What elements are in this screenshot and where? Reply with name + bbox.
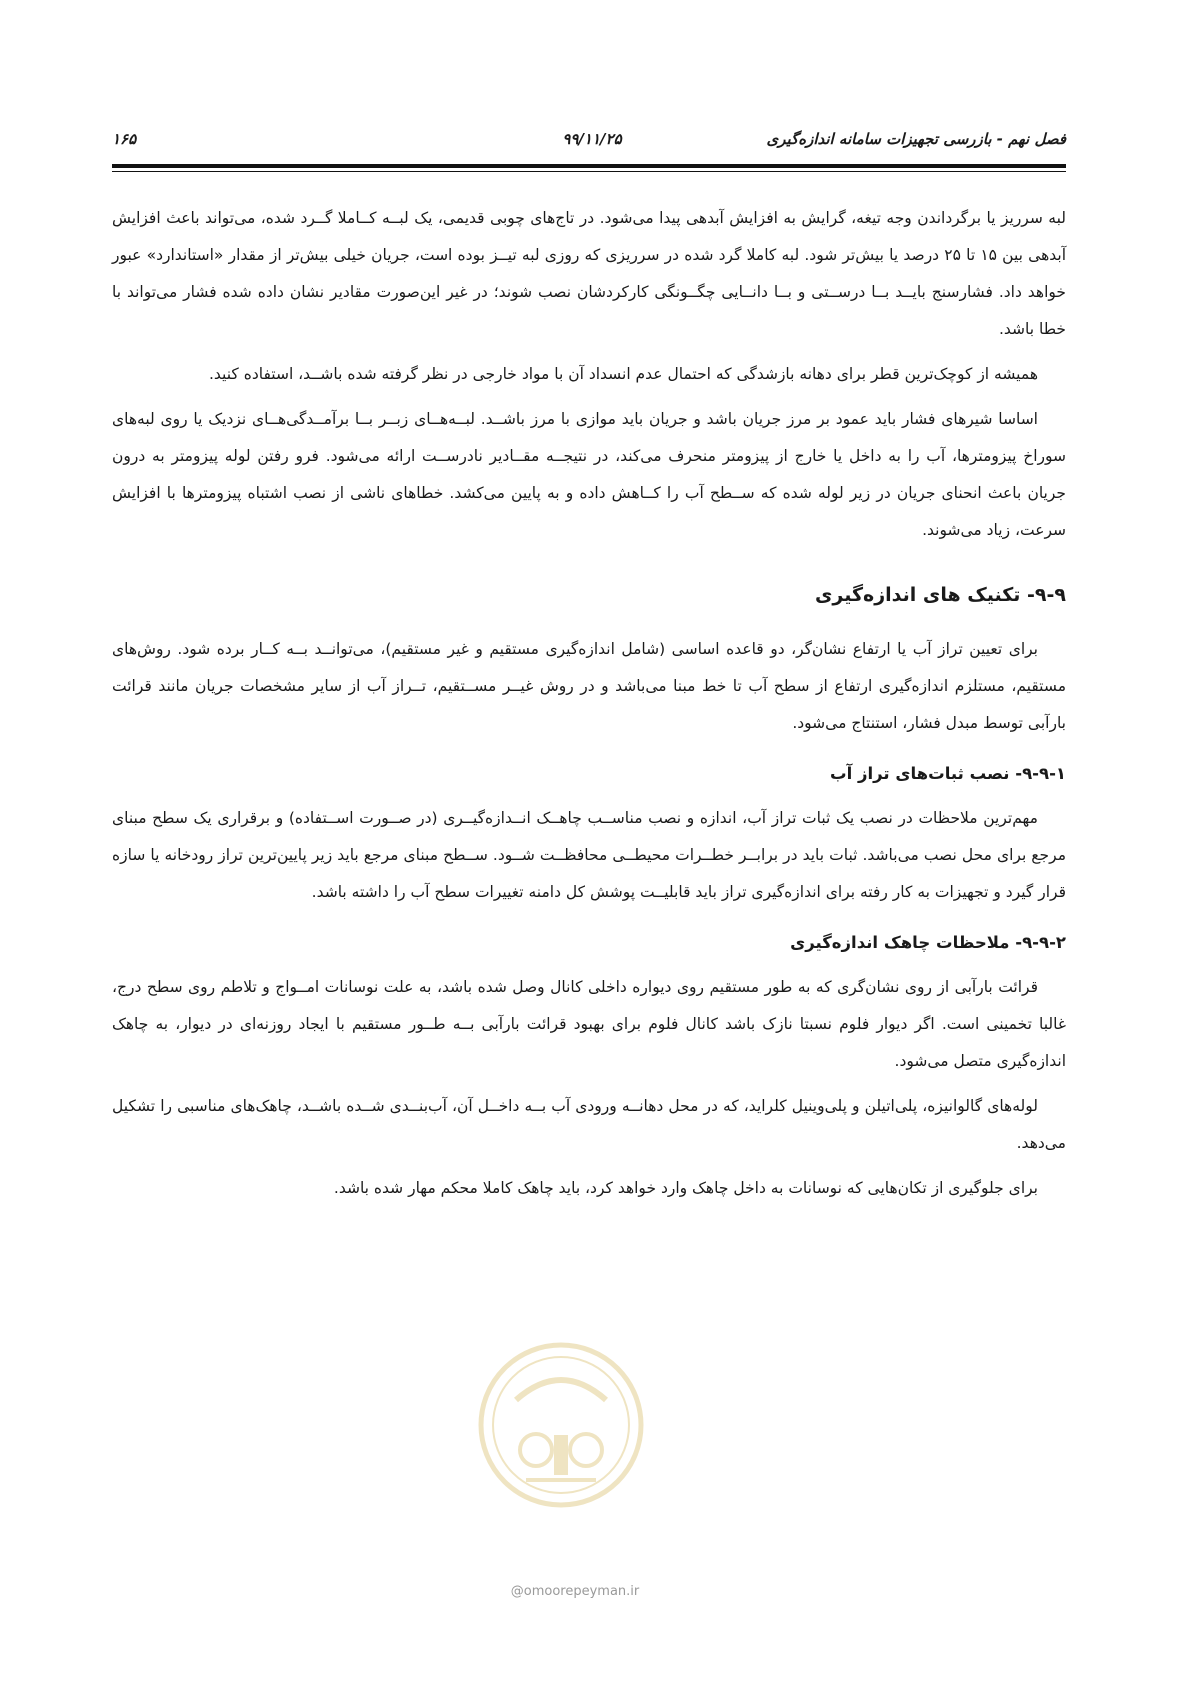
paragraph: قرائت بارآبی از روی نشان‌گری که به طور مستقیم روی دیواره داخلی کانال وصل شده باشد، به علت نوسانات امــواج و تلاطم روی سطح درج، غالبا تخمینی است. اگر دیوار فلوم نسبتا نازک باشد کانال فلوم برای بهبود قرائت بارآبی بــه طــور مستقیم با ایجاد روزنه‌ای در دیوار، به چاهک اندازه‌گیری متصل می‌شود.	[112, 978, 1066, 1070]
watermark-logo-icon	[476, 1340, 646, 1510]
paragraph: لوله‌های گالوانیزه، پلی‌اتیلن و پلی‌وینیل کلراید، که در محل دهانــه ورودی آب بــه داخــل آن، آب‌بنــدی شــده باشــد، چاهک‌های مناسبی را تشکیل می‌دهد.	[112, 1097, 1066, 1152]
paragraph: برای جلوگیری از تکان‌هایی که نوسانات به داخل چاهک وارد خواهد کرد، باید چاهک کاملا محکم مهار شده باشد.	[333, 1179, 1038, 1197]
section-heading: ۹-۹- تکنیک های اندازه‌گیری	[814, 584, 1066, 606]
body-text	[112, 200, 1066, 1215]
paragraph: همیشه از کوچک‌ترین قطر برای دهانه بازشدگی که احتمال عدم انسداد آن با مواد خارجی در نظر گرفته شده باشــد، استفاده کنید.	[208, 365, 1038, 383]
watermark-site: @omoorepeyman.ir	[510, 1584, 640, 1599]
paragraph: برای تعیین تراز آب یا ارتفاع نشان‌گر، دو قاعده اساسی (شامل اندازه‌گیری مستقیم و غیر مستقیم)، می‌توانــد بــه کــار برده شود. روش‌های مستقیم، مستلزم اندازه‌گیری ارتفاع از سطح آب تا خط مبنا می‌باشد و در روش غیــر مســتقیم، تــراز آب از سایر مشخصات جریان مانند قرائت بارآبی توسط مبدل فشار، استنتاج می‌شود.	[112, 640, 1066, 732]
paragraph: اساسا شیرهای فشار باید عمود بر مرز جریان باشد و جریان باید موازی با مرز باشــد. لبــه‌هــای زبــر بــا برآمــدگی‌هــای نزدیک یا روی لبه‌های سوراخ پیزومترها، آب را به داخل یا خارج از پیزومتر منحرف می‌کند، در نتیجــه مقــادیر نادرســت ارائه می‌شود. فرو رفتن لوله پیزومتر به درون جریان باعث انحنای جریان در زیر لوله شده که ســطح آب را کــاهش داده و به پایین می‌کشد. خطاهای ناشی از نصب اشتباه پیزومترها با افزایش سرعت، زیاد می‌شوند.	[112, 410, 1066, 539]
page-number: ۱۶۵	[112, 130, 137, 148]
header-rule-thick	[112, 164, 1066, 168]
subsection-heading: ۹-۹-۲- ملاحظات چاهک اندازه‌گیری	[790, 933, 1066, 952]
subsection-heading: ۹-۹-۱- نصب ثبات‌های تراز آب	[830, 764, 1066, 783]
paragraph: مهم‌ترین ملاحظات در نصب یک ثبات تراز آب، اندازه و نصب مناســب چاهــک انــدازه‌گیــری (در صــورت اســتفاده) و برقراری یک سطح مبنای مرجع برای محل نصب می‌باشد. ثبات باید در برابــر خطــرات محیطــی محافظــت شــود. ســطح مبنای مرجع باید زیر پایین‌ترین تراز رودخانه یا سازه قرار گیرد و تجهیزات به کار رفته برای اندازه‌گیری تراز باید قابلیــت پوشش کل دامنه تغییرات سطح آب را داشته باشد.	[112, 809, 1066, 901]
chapter-title: فصل نهم - بازرسی تجهیزات سامانه اندازه‌گیری	[766, 130, 1066, 148]
paragraph: لبه سرریز یا برگرداندن وجه تیغه، گرایش به افزایش آبدهی پیدا می‌شود. در تاج‌های چوبی قدیمی، یک لبــه کــاملا گــرد شده، می‌تواند باعث افزایش آبدهی بین ۱۵ تا ۲۵ درصد یا بیش‌تر شود. لبه کاملا گرد شده در سرریزی که روزی لبه تیــز بوده است، جریان خیلی بیش‌تر از مقدار «استاندارد» عبور خواهد داد. فشارسنج بایــد بــا درســتی و بــا دانــایی چگــونگی کارکردشان نصب شوند؛ در غیر این‌صورت مقادیر نشان داده شده فشار می‌تواند با خطا باشد.	[112, 209, 1067, 338]
header-rule-thin	[112, 171, 1066, 172]
page-header	[112, 130, 1066, 156]
header-date: ۹۹/۱۱/۲۵	[562, 130, 622, 148]
